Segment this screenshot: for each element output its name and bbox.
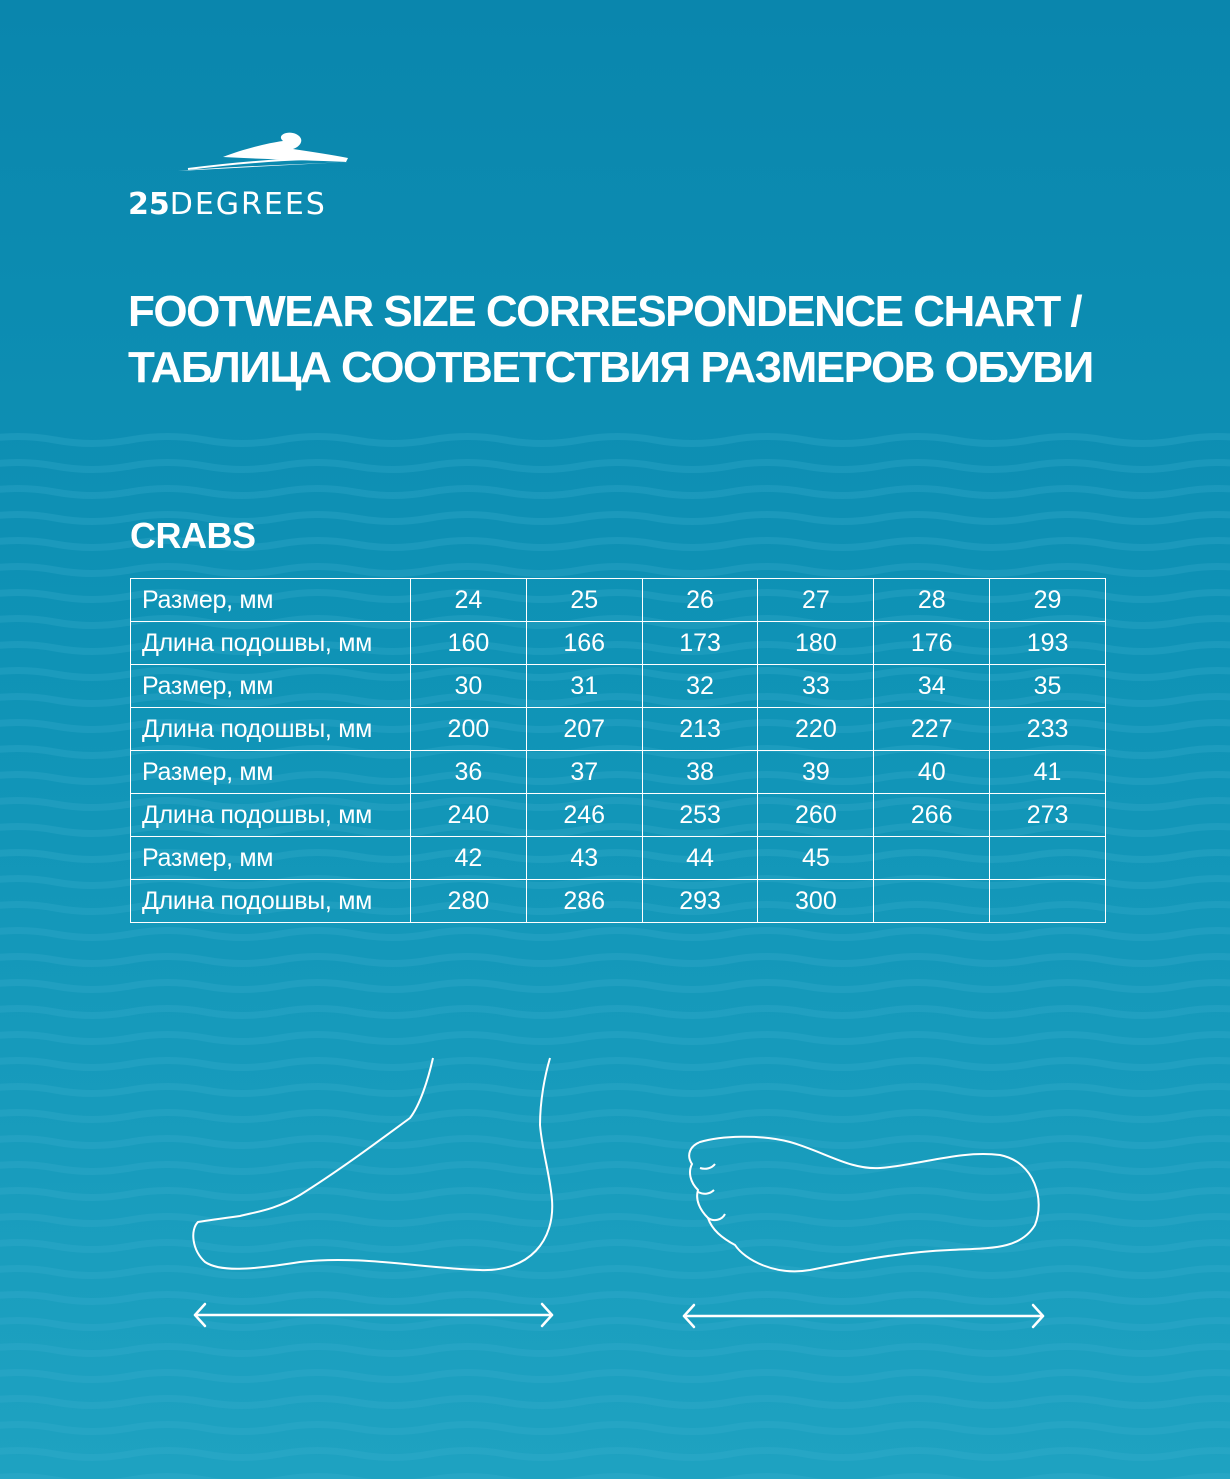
foot-side-icon <box>193 1058 552 1270</box>
table-cell: 27 <box>758 579 874 622</box>
table-cell: 39 <box>758 751 874 794</box>
section-label: CRABS <box>130 515 256 556</box>
table-cell: 227 <box>874 708 990 751</box>
table-cell: 43 <box>526 837 642 880</box>
table-cell: 24 <box>411 579 527 622</box>
table-cell: 30 <box>411 665 527 708</box>
table-cell: 32 <box>642 665 758 708</box>
table-cell: 45 <box>758 837 874 880</box>
table-cell: 173 <box>642 622 758 665</box>
table-cell: 200 <box>411 708 527 751</box>
row-label: Размер, мм <box>131 837 411 880</box>
row-label: Размер, мм <box>131 665 411 708</box>
table-cell: 300 <box>758 880 874 923</box>
table-cell: 240 <box>411 794 527 837</box>
table-cell: 31 <box>526 665 642 708</box>
table-cell: 37 <box>526 751 642 794</box>
table-cell: 176 <box>874 622 990 665</box>
table-cell: 160 <box>411 622 527 665</box>
row-label: Длина подошвы, мм <box>131 622 411 665</box>
row-label: Размер, мм <box>131 579 411 622</box>
table-cell: 34 <box>874 665 990 708</box>
table-cell: 41 <box>990 751 1106 794</box>
table-cell: 26 <box>642 579 758 622</box>
table-cell: 166 <box>526 622 642 665</box>
row-label: Размер, мм <box>131 751 411 794</box>
title-english: FOOTWEAR SIZE CORRESPONDENCE CHART / <box>128 287 1082 336</box>
table-cell: 266 <box>874 794 990 837</box>
table-cell: 42 <box>411 837 527 880</box>
table-cell: 207 <box>526 708 642 751</box>
table-cell: 280 <box>411 880 527 923</box>
double-arrow-icon <box>195 1304 1043 1327</box>
table-cell: 44 <box>642 837 758 880</box>
table-cell: 246 <box>526 794 642 837</box>
foot-sole-icon <box>689 1137 1038 1272</box>
row-label: Длина подошвы, мм <box>131 708 411 751</box>
table-cell: 40 <box>874 751 990 794</box>
table-cell: 29 <box>990 579 1106 622</box>
brand-word: DEGREES <box>169 187 327 222</box>
row-label: Длина подошвы, мм <box>131 880 411 923</box>
title-russian: ТАБЛИЦА СООТВЕТСТВИЯ РАЗМЕРОВ ОБУВИ <box>128 343 1093 392</box>
table-cell: 213 <box>642 708 758 751</box>
table-cell: 293 <box>642 880 758 923</box>
table-cell: 36 <box>411 751 527 794</box>
table-cell: 193 <box>990 622 1106 665</box>
table-cell: 33 <box>758 665 874 708</box>
table-cell: 273 <box>990 794 1106 837</box>
table-cell: 286 <box>526 880 642 923</box>
table-cell: 220 <box>758 708 874 751</box>
row-label: Длина подошвы, мм <box>131 794 411 837</box>
brand-number: 25 <box>128 187 170 222</box>
table-cell: 25 <box>526 579 642 622</box>
table-cell: 38 <box>642 751 758 794</box>
table-cell: 260 <box>758 794 874 837</box>
table-cell: 35 <box>990 665 1106 708</box>
table-cell: 253 <box>642 794 758 837</box>
table-cell: 28 <box>874 579 990 622</box>
table-cell: 180 <box>758 622 874 665</box>
table-cell: 233 <box>990 708 1106 751</box>
